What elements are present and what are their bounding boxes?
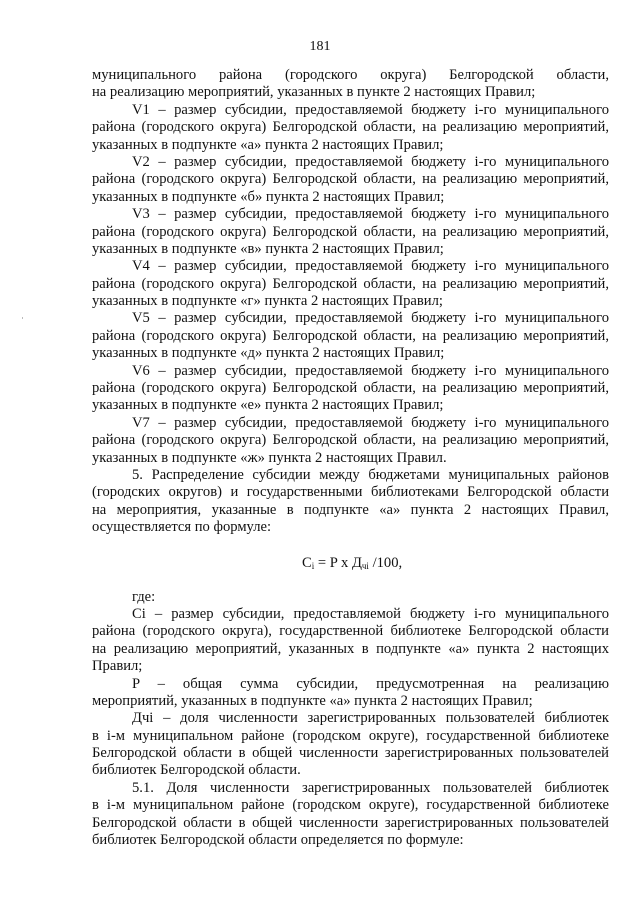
text-line: (городских округов) и государственными библиотеками Белгородской области [92,484,609,501]
text-line: указанных в подпункте «а» пункта 2 настоящих Правил; [92,136,444,153]
text-line: 5. Распределение субсидии между бюджетами муниципальных районов [132,466,609,483]
document-body [92,67,609,849]
text-line: указанных в подпункте «е» пункта 2 настоящих Правил; [92,397,444,414]
text-line: указанных в подпункте «д» пункта 2 настоящих Правил; [92,345,445,362]
text-line: на мероприятия, указанные в подпункте «а» пункта 2 настоящих Правил, [92,501,609,518]
text-line: района (городского округа), государственной библиотеке Белгородской области [92,623,609,640]
text-line: мероприятий, указанных в подпункте «а» пункта 2 настоящих Правил; [92,692,533,709]
text-line: Дчi – доля численности зарегистрированных пользователей библиотек [132,710,609,727]
formula-line [92,537,609,589]
text-line: библиотек Белгородской области. [92,762,301,779]
text-line: указанных в подпункте «г» пункта 2 настоящих Правил; [92,293,443,310]
page-number: 181 [309,39,331,54]
text-line: района (городского округа) Белгородской области, на реализацию мероприятий, [92,275,609,292]
text-line: указанных в подпункте «ж» пункта 2 настоящих Правил. [92,449,447,466]
text-line: в i-м муниципальном районе (городском округе), государственной библиотеке [92,797,609,814]
text-line: Белгородской области в общей численности зарегистрированных пользователей [92,745,609,762]
text-line: V2 – размер субсидии, предоставляемой бюджету i-го муниципального [132,153,609,170]
text-line: района (городского округа) Белгородской области, на реализацию мероприятий, [92,380,609,397]
text-line: P – общая сумма субсидии, предусмотренная на реализацию [132,675,609,692]
text-line: V1 – размер субсидии, предоставляемой бюджету i-го муниципального [132,101,609,118]
scan-mark [22,317,23,319]
text-line: указанных в подпункте «в» пункта 2 настоящих Правил; [92,240,444,257]
text-line: в i-м муниципальном районе (городском округе), государственной библиотеке [92,727,609,744]
text-line: 5.1. Доля численности зарегистрированных пользователей библиотек [132,779,609,796]
text-line: указанных в подпункте «б» пункта 2 настоящих Правил; [92,188,445,205]
text-line: V6 – размер субсидии, предоставляемой бюджету i-го муниципального [132,362,609,379]
text-line: района (городского округа) Белгородской области, на реализацию мероприятий, [92,432,609,449]
formula-c: C [302,554,312,571]
text-block-definitions [92,67,609,537]
text-line: осуществляется по формуле: [92,519,272,536]
formula-c-sub: i [311,560,315,571]
text-line: библиотек Белгородской области определяется по формуле: [92,832,464,849]
text-line: V4 – размер субсидии, предоставляемой бюджету i-го муниципального [132,258,609,275]
text-line: Ci – размер субсидии, предоставляемой бюджету i-го муниципального [132,605,609,622]
text-line: Правил; [92,658,143,675]
formula-middle: = P x Д [314,554,362,571]
text-line: V7 – размер субсидии, предоставляемой бюджету i-го муниципального [132,414,609,431]
text-line: Белгородской области в общей численности зарегистрированных пользователей [92,814,609,831]
text-line: района (городского округа) Белгородской области, на реализацию мероприятий, [92,223,609,240]
text-line: V3 – размер субсидии, предоставляемой бюджету i-го муниципального [132,206,609,223]
text-line: где: [132,588,156,605]
formula-d-sub: чi [361,560,369,571]
text-line: на реализацию мероприятий, указанных в подпункте «а» пункта 2 настоящих [92,640,609,657]
formula-end: /100, [368,554,403,571]
text-line: района (городского округа) Белгородской области, на реализацию мероприятий, [92,171,609,188]
text-line: V5 – размер субсидии, предоставляемой бюджету i-го муниципального [132,310,609,327]
text-line: района (городского округа) Белгородской области, на реализацию мероприятий, [92,119,609,136]
text-line: района (городского округа) Белгородской области, на реализацию мероприятий, [92,327,609,344]
text-line: на реализацию мероприятий, указанных в пункте 2 настоящих Правил; [92,84,536,101]
text-line: муниципального района (городского округа) Белгородской области, [92,67,609,83]
text-block-explanations [92,589,609,850]
